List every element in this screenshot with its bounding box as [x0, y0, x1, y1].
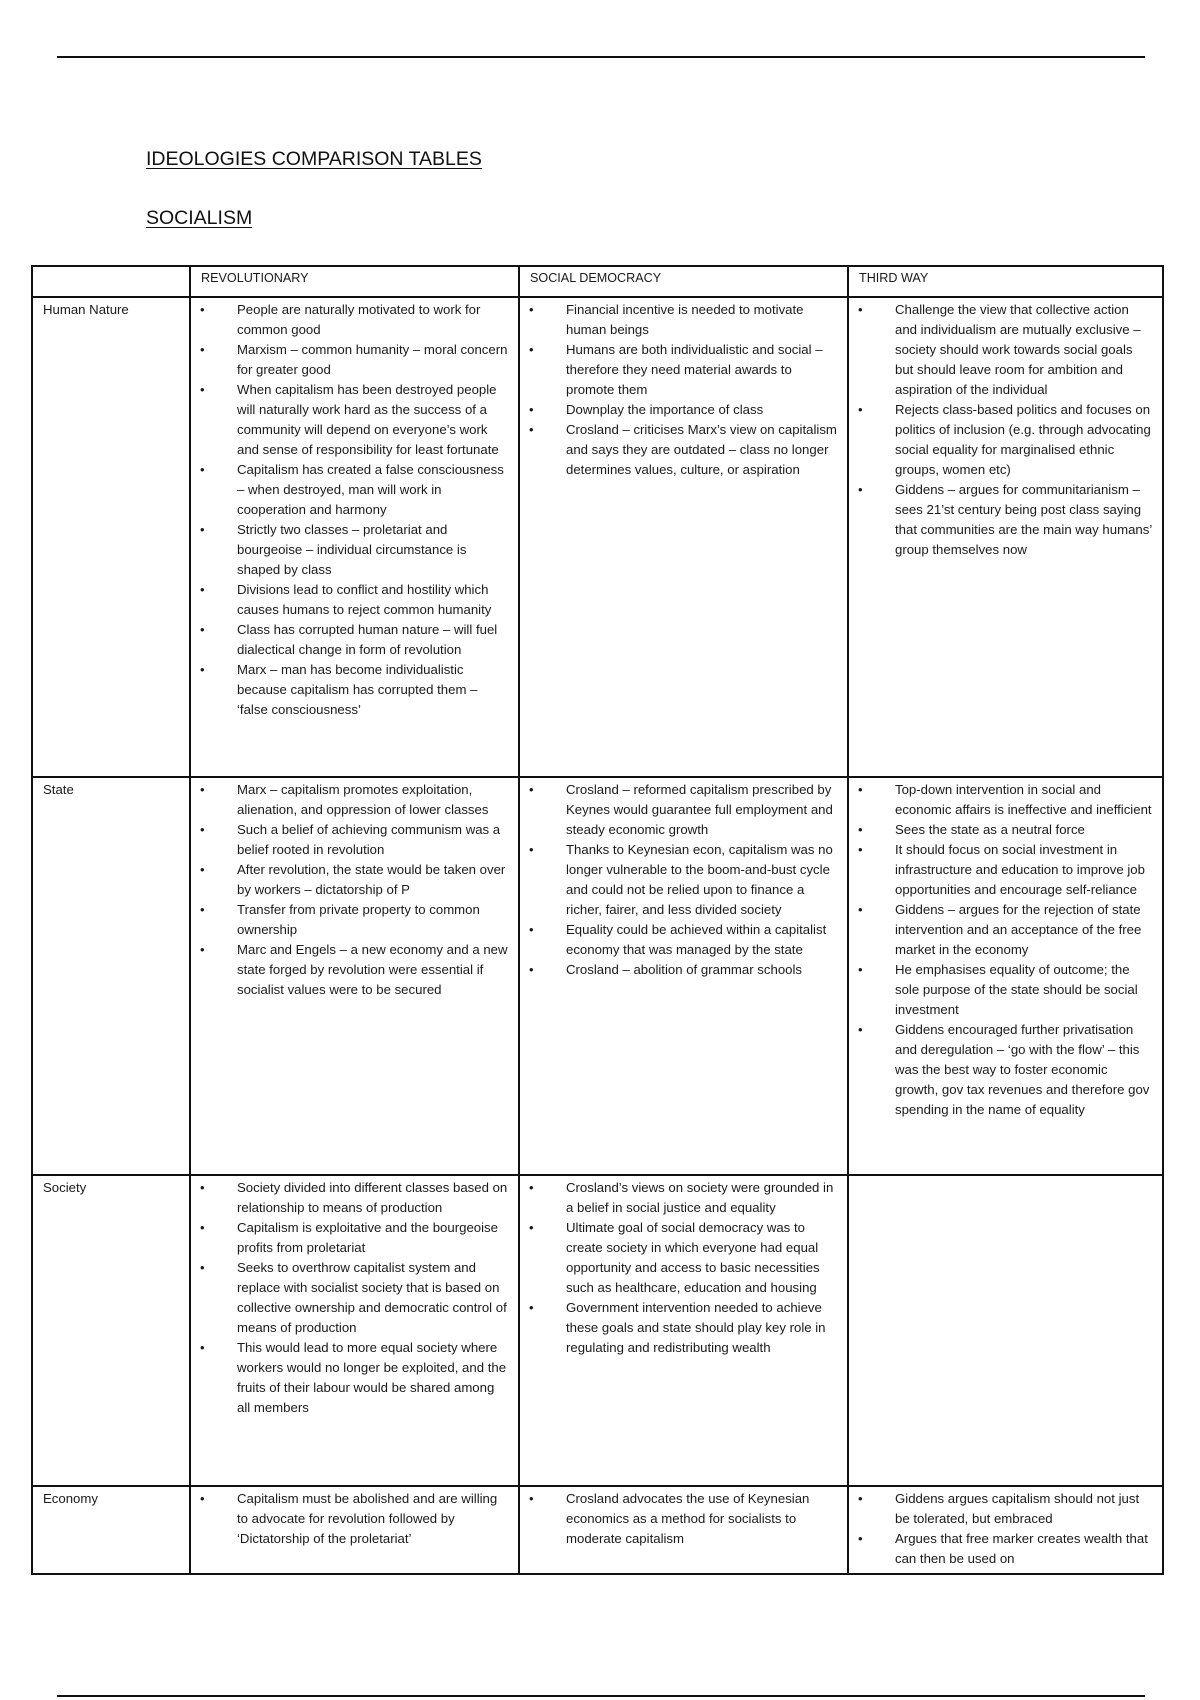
- bullet-list: [191, 298, 518, 720]
- list-item: • Giddens – argues for communitarianism – sees 21’st century being post class saying that communities are the main way humans’ group themselves now: [849, 480, 1152, 560]
- cell-social-democracy: [519, 1486, 848, 1574]
- cell-third-way: [848, 1175, 1163, 1486]
- cell-third-way: [848, 1486, 1163, 1574]
- list-item: • Capitalism has created a false consciousness – when destroyed, man will work in cooperation and harmony: [191, 460, 508, 520]
- list-item: • Strictly two classes – proletariat and bourgeoise – individual circumstance is shaped by class: [191, 520, 508, 580]
- list-item: • Giddens argues capitalism should not just be tolerated, but embraced: [849, 1489, 1152, 1529]
- table-row-society: [32, 1175, 1163, 1486]
- list-item: • Crosland – abolition of grammar schools: [520, 960, 837, 980]
- bullet-list: [520, 778, 847, 980]
- list-item: • Crosland advocates the use of Keynesian economics as a method for socialists to moderate capitalism: [520, 1489, 837, 1549]
- bullet-list: [520, 1176, 847, 1358]
- bullet-list: [520, 1487, 847, 1549]
- list-item: • Transfer from private property to common ownership: [191, 900, 508, 940]
- document-title: IDEOLOGIES COMPARISON TABLES: [146, 148, 482, 170]
- list-item: • Government intervention needed to achieve these goals and state should play key role in regulating and redistributing wealth: [520, 1298, 837, 1358]
- cell-social-democracy: [519, 777, 848, 1175]
- cell-third-way: [848, 297, 1163, 777]
- list-item: • When capitalism has been destroyed people will naturally work hard as the success of a community will depend on everyone’s work and sense of responsibility for least fortunate: [191, 380, 508, 460]
- bullet-list: [849, 298, 1162, 560]
- comparison-table: [31, 265, 1164, 1575]
- list-item: • Marx – capitalism promotes exploitation, alienation, and oppression of lower classes: [191, 780, 508, 820]
- table-row-state: [32, 777, 1163, 1175]
- list-item: • Marc and Engels – a new economy and a new state forged by revolution were essential if socialist values were to be secured: [191, 940, 508, 1000]
- list-item: • This would lead to more equal society where workers would no longer be exploited, and the fruits of their labour would be shared among all members: [191, 1338, 508, 1418]
- list-item: • Divisions lead to conflict and hostility which causes humans to reject common humanity: [191, 580, 508, 620]
- list-item: • Ultimate goal of social democracy was to create society in which everyone had equal opportunity and access to basic necessities such as healthcare, education and housing: [520, 1218, 837, 1298]
- row-header-society: Society: [32, 1175, 190, 1486]
- column-header-third-way: THIRD WAY: [848, 266, 1163, 297]
- list-item: • Rejects class-based politics and focuses on politics of inclusion (e.g. through advocating social equality for marginalised ethnic groups, women etc): [849, 400, 1152, 480]
- list-item: • Crosland’s views on society were grounded in a belief in social justice and equality: [520, 1178, 837, 1218]
- list-item: • Financial incentive is needed to motivate human beings: [520, 300, 837, 340]
- list-item: • Argues that free marker creates wealth that can then be used on: [849, 1529, 1152, 1569]
- list-item: • Capitalism is exploitative and the bourgeoise profits from proletariat: [191, 1218, 508, 1258]
- list-item: • Thanks to Keynesian econ, capitalism was no longer vulnerable to the boom-and-bust cycle and could not be relied upon to finance a richer, fairer, and less divided society: [520, 840, 837, 920]
- table-row-economy: [32, 1486, 1163, 1574]
- list-item: • Such a belief of achieving communism was a belief rooted in revolution: [191, 820, 508, 860]
- cell-revolutionary: [190, 297, 519, 777]
- bullet-list: [191, 1487, 518, 1549]
- table-header-row: [32, 266, 1163, 297]
- section-title: SOCIALISM: [146, 207, 253, 229]
- header-corner-cell: [32, 266, 190, 297]
- list-item: • Equality could be achieved within a capitalist economy that was managed by the state: [520, 920, 837, 960]
- list-item: • Top-down intervention in social and economic affairs is ineffective and inefficient: [849, 780, 1152, 820]
- row-header-economy: Economy: [32, 1486, 190, 1574]
- cell-revolutionary: [190, 1175, 519, 1486]
- cell-social-democracy: [519, 297, 848, 777]
- list-item: • Giddens – argues for the rejection of state intervention and an acceptance of the free market in the economy: [849, 900, 1152, 960]
- bullet-list: [191, 1176, 518, 1418]
- cell-third-way: [848, 777, 1163, 1175]
- column-header-social-democracy: SOCIAL DEMOCRACY: [519, 266, 848, 297]
- list-item: • Crosland – criticises Marx’s view on capitalism and says they are outdated – class no longer determines values, culture, or aspiration: [520, 420, 837, 480]
- list-item: • People are naturally motivated to work for common good: [191, 300, 508, 340]
- list-item: • Marxism – common humanity – moral concern for greater good: [191, 340, 508, 380]
- list-item: • Giddens encouraged further privatisation and deregulation – ‘go with the flow’ – this was the best way to foster economic growth, gov tax revenues and therefore gov spending in the name of equality: [849, 1020, 1152, 1120]
- list-item: • He emphasises equality of outcome; the sole purpose of the state should be social investment: [849, 960, 1152, 1020]
- list-item: • After revolution, the state would be taken over by workers – dictatorship of P: [191, 860, 508, 900]
- list-item: • Marx – man has become individualistic because capitalism has corrupted them – ‘false consciousness’: [191, 660, 508, 720]
- list-item: • Crosland – reformed capitalism prescribed by Keynes would guarantee full employment and steady economic growth: [520, 780, 837, 840]
- table-row-human-nature: [32, 297, 1163, 777]
- list-item: • Seeks to overthrow capitalist system and replace with socialist society that is based on collective ownership and democratic control of means of production: [191, 1258, 508, 1338]
- list-item: • Society divided into different classes based on relationship to means of production: [191, 1178, 508, 1218]
- bullet-list: [849, 1176, 1162, 1178]
- column-header-revolutionary: REVOLUTIONARY: [190, 266, 519, 297]
- cell-revolutionary: [190, 1486, 519, 1574]
- bullet-list: [191, 778, 518, 1000]
- list-item: • Capitalism must be abolished and are willing to advocate for revolution followed by ‘Dictatorship of the proletariat’: [191, 1489, 508, 1549]
- row-header-state: State: [32, 777, 190, 1175]
- footer-rule: [57, 1695, 1145, 1697]
- header-rule: [57, 56, 1145, 58]
- list-item: • Challenge the view that collective action and individualism are mutually exclusive – society should work towards social goals but should leave room for ambition and aspiration of the individual: [849, 300, 1152, 400]
- list-item: • Sees the state as a neutral force: [849, 820, 1152, 840]
- list-item: • Downplay the importance of class: [520, 400, 837, 420]
- bullet-list: [520, 298, 847, 480]
- list-item: • It should focus on social investment in infrastructure and education to improve job opportunities and encourage self-reliance: [849, 840, 1152, 900]
- list-item: • Class has corrupted human nature – will fuel dialectical change in form of revolution: [191, 620, 508, 660]
- list-item: • Humans are both individualistic and social – therefore they need material awards to promote them: [520, 340, 837, 400]
- cell-social-democracy: [519, 1175, 848, 1486]
- bullet-list: [849, 778, 1162, 1120]
- cell-revolutionary: [190, 777, 519, 1175]
- row-header-human-nature: Human Nature: [32, 297, 190, 777]
- bullet-list: [849, 1487, 1162, 1569]
